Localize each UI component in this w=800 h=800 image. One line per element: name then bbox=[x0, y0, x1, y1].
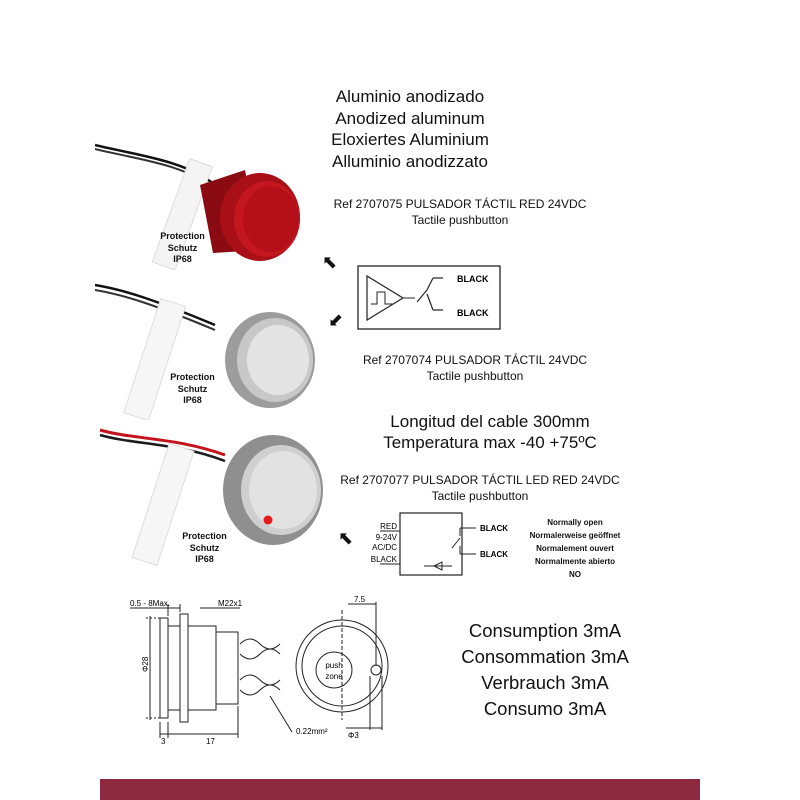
schematic2-red: RED bbox=[380, 522, 397, 531]
specs bbox=[350, 411, 630, 453]
schematic2-out1: BLACK bbox=[480, 524, 508, 533]
arrow-icon: ⬉ bbox=[338, 528, 354, 548]
dim-phi3: Φ3 bbox=[348, 731, 359, 740]
push-label: push bbox=[325, 661, 343, 670]
consumption-fr: Consommation 3mA bbox=[461, 646, 629, 667]
arrow-icon: ⬋ bbox=[328, 310, 344, 330]
technical-drawing bbox=[120, 596, 420, 746]
schematic2-black-in: BLACK bbox=[370, 555, 397, 564]
arrow-icon: ⬉ bbox=[322, 252, 338, 272]
material-es: Aluminio anodizado bbox=[335, 87, 485, 106]
protection-label-1: Protection Schutz IP68 bbox=[160, 231, 205, 264]
dim-3: 3 bbox=[161, 737, 166, 746]
normally-open-legend: Normally open Normalerweise geöffnet Normalement ouvert Normalmente abierto NO bbox=[529, 518, 621, 579]
protection-label-2: Protection Schutz IP68 bbox=[170, 372, 215, 405]
dim-17: 17 bbox=[206, 737, 215, 746]
dim-thread: M22x1 bbox=[218, 599, 243, 608]
material-list bbox=[300, 86, 520, 172]
schematic1-out2: BLACK bbox=[457, 308, 489, 318]
zone-label: zone bbox=[325, 672, 343, 681]
consumption-de: Verbrauch 3mA bbox=[481, 672, 609, 693]
consumption-es: Consumo 3mA bbox=[483, 698, 607, 719]
dim-thread-length: 0.5 - 8Max. bbox=[130, 599, 171, 608]
product-2-ref: Ref 2707074 PULSADOR TÁCTIL 24VDC Tactile pushbutton bbox=[362, 353, 588, 383]
product-3-ref: Ref 2707077 PULSADOR TÁCTIL LED RED 24VDC Tactile pushbutton bbox=[340, 473, 620, 503]
schematic2-out2: BLACK bbox=[480, 550, 508, 559]
schematic2-volt2: AC/DC bbox=[372, 543, 397, 552]
material-it: Alluminio anodizzato bbox=[332, 151, 488, 171]
consumption-list bbox=[430, 618, 660, 722]
footer-bar bbox=[100, 779, 700, 800]
material-de: Eloxiertes Aluminium bbox=[331, 130, 489, 149]
schematic2-volt1: 9-24V bbox=[375, 533, 397, 542]
consumption-en: Consumption 3mA bbox=[468, 620, 622, 641]
schematic1-out1: BLACK bbox=[457, 274, 489, 284]
schematic-touch-switch bbox=[355, 262, 505, 332]
dim-diameter-28: Φ28 bbox=[141, 656, 150, 672]
dim-7-5: 7.5 bbox=[354, 596, 366, 604]
schematic-led-switch bbox=[360, 510, 530, 578]
temperature: Temperatura max -40 +75ºC bbox=[383, 433, 597, 452]
material-en: Anodized aluminum bbox=[335, 108, 485, 128]
dim-wire: 0.22mm² bbox=[296, 727, 328, 736]
protection-label-3: Protection Schutz IP68 bbox=[182, 531, 227, 564]
product-1-ref: Ref 2707075 PULSADOR TÁCTIL RED 24VDC Tactile pushbutton bbox=[333, 197, 587, 227]
cable-length: Longitud del cable 300mm bbox=[390, 412, 590, 431]
